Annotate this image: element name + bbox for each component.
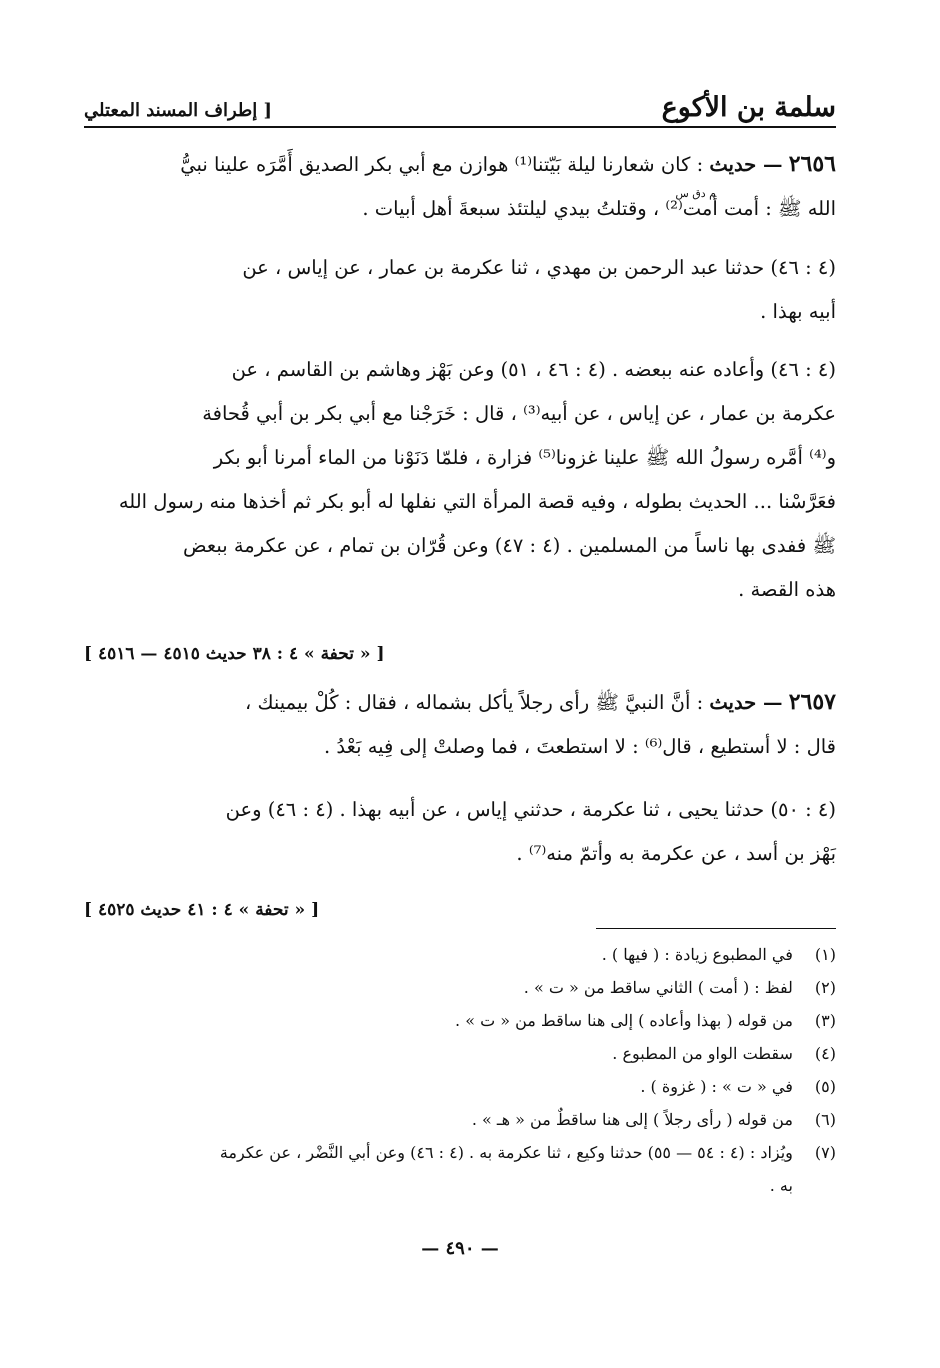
footnote-text: لفظ : ( أمت ) الثاني ساقط من « ت » . <box>523 978 793 997</box>
text-line: ﷺ ففدى بها ناساً من المسلمين . (٤ : ٤٧) وعن قُرّان بن تمام ، عن عكرمة ببعض <box>183 534 836 557</box>
footnote-number: (٢) <box>814 978 836 997</box>
footnote-text: في « ت » : ( غزوة ) . <box>640 1077 793 1096</box>
running-header <box>84 90 836 128</box>
footnote-number: (٦) <box>814 1110 836 1129</box>
footnote <box>84 1136 836 1169</box>
tuhfa-reference: [ « تحفة » ٤ : ٤١ حديث ٤٥٢٥ ] <box>84 900 320 920</box>
footnote-number: (٥) <box>814 1077 836 1096</box>
header-title: سلمة بن الأكوع <box>661 92 836 123</box>
footnote-number: (٤) <box>814 1044 836 1063</box>
hadith-line <box>84 142 836 187</box>
text-line: (٤ : ٥٠) حدثنا يحيى ، ثنا عكرمة ، حدثني إياس ، عن أبيه بهذا . (٤ : ٤٦) وعن <box>225 798 836 821</box>
hadith-line <box>84 680 836 725</box>
footnotes <box>84 938 836 1202</box>
text-line: عكرمة بن عمار ، عن إياس ، عن أبيه⁽³⁾ ، قال : خَرَجْنا مع أبي بكر بن أبي قُحافة <box>202 402 836 425</box>
isnad-paragraph <box>84 246 836 334</box>
footnote-text: من قوله ( رأى رجلاً ) إلى هنا ساقطٌ من « هـ » . <box>471 1110 793 1129</box>
footnote-number: (٧) <box>814 1143 836 1162</box>
footnote <box>84 1070 836 1103</box>
siglum-marks: م دق س <box>675 187 716 200</box>
page <box>84 80 836 1280</box>
footnote <box>84 1004 836 1037</box>
footnote-number: (٣) <box>814 1011 836 1030</box>
isnad-paragraph <box>84 788 836 876</box>
text-line: فعَرَّسْنا ... الحديث بطوله ، وفيه قصة المرأة التي نفلها له أبو بكر ثم أخذها منه رسول الله <box>118 490 836 513</box>
hadith-keyword: — حديث <box>709 691 783 714</box>
footnote-text: من قوله ( بهذا وأعاده ) إلى هنا ساقط من « ت » . <box>455 1011 793 1030</box>
footnote-text: سقطت الواو من المطبوع . <box>612 1044 793 1063</box>
text-line: (٤ : ٤٦) وأعاده عنه ببعضه . (٤ : ٤٦ ، ٥١) وعن بَهْز وهاشم بن القاسم ، عن <box>231 358 836 381</box>
footnote-divider <box>596 928 836 929</box>
footnote <box>84 1037 836 1070</box>
hadith-text: : كان شعارنا ليلة بَيّتنا⁽¹⁾ هوازن مع أبي بكر الصديق أَمَّرَه علينا نبيُّ <box>180 153 704 176</box>
footnote <box>84 971 836 1004</box>
footnote <box>84 938 836 971</box>
hadith-2656 <box>84 142 836 231</box>
hadith-2657 <box>84 680 836 769</box>
text-line: (٤ : ٤٦) حدثنا عبد الرحمن بن مهدي ، ثنا عكرمة بن عمار ، عن إياس ، عن <box>242 256 836 279</box>
page-number: — ٤٩٠ — <box>421 1238 499 1259</box>
hadith-line: قال : لا أستطيع ، قال⁽⁶⁾ : لا استطعتَ ، فما وصلتْ إلى فِيه بَعْدُ . <box>324 735 836 758</box>
footnote-text: به . <box>769 1176 793 1195</box>
hadith-number: ٢٦٥٦ <box>788 151 836 177</box>
hadith-keyword: — حديث <box>709 153 783 176</box>
isnad-paragraph <box>84 348 836 612</box>
text-line: و⁽⁴⁾ أمَّره رسولُ الله ﷺ علينا غزونا⁽⁵⁾ فزارة ، فلمّا دَنَوْنا من الماء أمرنا أبو بكر <box>213 446 836 469</box>
footnote-number: (١) <box>814 945 836 964</box>
tuhfa-reference: [ « تحفة » ٤ : ٣٨ حديث ٤٥١٥ — ٤٥١٦ ] <box>84 644 385 664</box>
footnote <box>84 1169 836 1202</box>
text-line: بَهْز بن أسد ، عن عكرمة به وأتمّ منه⁽⁷⁾ . <box>516 842 836 865</box>
footnote <box>84 1103 836 1136</box>
header-book-title: [ إطراف المسند المعتلي <box>84 100 273 121</box>
footnote-text: في المطبوع زيادة : ( فيها ) . <box>601 945 793 964</box>
hadith-number: ٢٦٥٧ <box>788 689 836 715</box>
text-line: هذه القصة . <box>738 578 836 601</box>
footnote-text: ويُزاد : (٤ : ٥٤ — ٥٥) حدثنا وكيع ، ثنا عكرمة به . (٤ : ٤٦) وعن أبي النَّضْر ، عن عكرمة <box>219 1143 793 1162</box>
hadith-line: الله ﷺ : أمت أمت⁽²⁾ ، وقتلتُ بيدي ليلتئذ سبعةَ أهل أبيات . <box>362 197 836 220</box>
hadith-text: : أنَّ النبيَّ ﷺ رأى رجلاً يأكل بشماله ، فقال : كُلْ بيمينك ، <box>244 691 704 714</box>
text-line: أبيه بهذا . <box>760 300 836 323</box>
